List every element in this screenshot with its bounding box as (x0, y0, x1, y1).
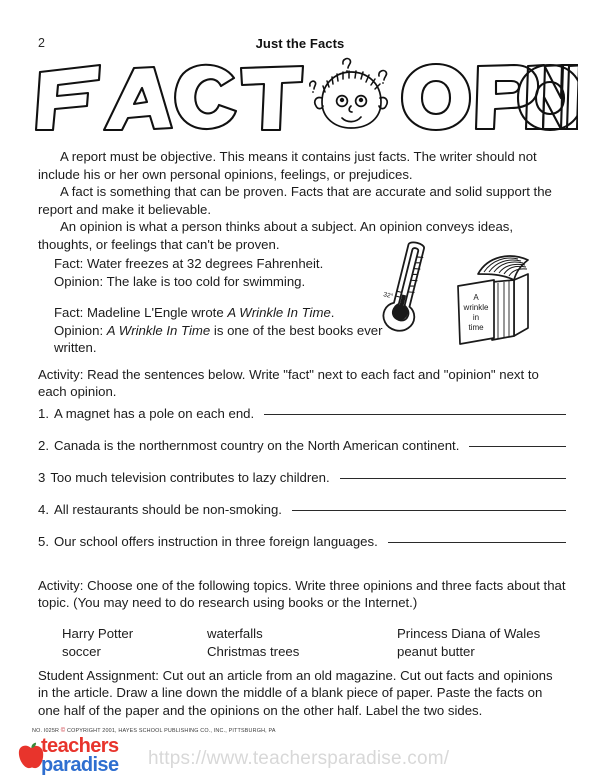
activity-2-instruction: Activity: Choose one of the following topics. Write three opinions and three facts about that topic. (You may need to do research using books or the Internet.) (38, 578, 566, 611)
example-2-fact (54, 304, 384, 322)
question-3-answer-blank[interactable] (340, 477, 566, 479)
question-row-3 (38, 470, 566, 502)
example-1-opinion (54, 273, 384, 291)
topic-row-2 (62, 643, 542, 661)
question-row-4 (38, 502, 566, 534)
topic-soccer[interactable]: soccer (62, 644, 101, 659)
example-2-opinion (54, 322, 384, 357)
question-5-answer-blank[interactable] (388, 541, 566, 543)
topic-waterfalls[interactable]: waterfalls (207, 626, 263, 641)
copyright-prefix: NO. I025R (32, 728, 61, 734)
thermometer-marking-label: 32° (382, 291, 394, 301)
question-5-number: 5. (38, 534, 49, 549)
question-row-5 (38, 534, 566, 566)
topic-peanut-butter[interactable]: peanut butter (397, 644, 475, 659)
topic-christmas-trees[interactable]: Christmas trees (207, 644, 300, 659)
question-1-number: 1. (38, 406, 49, 421)
example-2-fact-prefix: Madeline L'Engle wrote (86, 305, 228, 321)
intro-paragraph-3: An opinion is what a person thinks about a subject. An opinion conveys ideas, thoughts, or feelings that can't be proven. (38, 219, 514, 252)
example-2-fact-suffix: . (330, 305, 335, 321)
example-2-opinion-label: Opinion: (54, 322, 104, 338)
thermometer-icon (372, 240, 446, 336)
example-1-opinion-text: The lake is too cold for swimming. (106, 273, 306, 289)
intro-paragraph-2: A fact is something that can be proven. Facts that are accurate and solid support the report and make it believable. (38, 184, 552, 217)
question-1-text: A magnet has a pole on each end. (54, 406, 255, 421)
example-2-opinion-suffix: is one of the best books ever written. (54, 322, 383, 356)
example-group-1 (54, 255, 384, 290)
question-row-2 (38, 438, 566, 470)
example-1-fact-text: Water freezes at 32 degrees Fahrenheit. (86, 256, 324, 271)
question-5-text: Our school offers instruction in three foreign languages. (54, 534, 378, 549)
open-book-icon (448, 252, 532, 348)
page-header (38, 36, 562, 54)
example-1-fact (54, 255, 384, 273)
topic-princess-diana[interactable]: Princess Diana of Wales (397, 626, 541, 641)
question-2-text: Canada is the northernmost country on the North American continent. (54, 438, 460, 453)
book-cover-line-1: A (473, 293, 479, 302)
copyright-symbol-icon: © (60, 728, 66, 734)
example-2-opinion-title: A Wrinkle In Time (106, 322, 211, 338)
examples-block (54, 255, 384, 357)
brand-name-paradise: paradise (41, 754, 119, 776)
question-4-text: All restaurants should be non-smoking. (54, 502, 282, 517)
book-cover-line-4: time (468, 323, 484, 332)
question-3-text: Too much television contributes to lazy children. (50, 470, 330, 485)
watermark-url: https://www.teachersparadise.com/ (148, 748, 450, 769)
example-1-opinion-label: Opinion: (54, 273, 104, 289)
book-cover-line-2: wrinkle (463, 303, 489, 312)
page-number: 2 (38, 36, 46, 50)
copyright-suffix: COPYRIGHT 2001, HAYES SCHOOL PUBLISHING CO., INC., PITTSBURGH, PA (65, 728, 276, 734)
copyright-line (32, 728, 276, 734)
intro-paragraphs (38, 148, 562, 254)
example-2-fact-title: A Wrinkle In Time (227, 305, 331, 321)
activity-1-question-list (38, 406, 566, 566)
activity-1-instruction: Activity: Read the sentences below. Write "fact" next to each fact and "opinion" next to each opinion. (38, 367, 539, 400)
question-4-answer-blank[interactable] (292, 509, 566, 511)
example-2-fact-label: Fact: (54, 305, 84, 321)
fact-opinion-title-art (22, 56, 578, 132)
question-2-number: 2. (38, 438, 49, 453)
topic-options-list (62, 625, 542, 661)
question-3-number: 3 (38, 470, 46, 485)
page-title: Just the Facts (255, 36, 345, 51)
question-2-answer-blank[interactable] (469, 445, 566, 447)
student-assignment-text: Student Assignment: Cut out an article from an old magazine. Cut out facts and opinions in the article. Draw a line down the middle of a blank piece of paper. Paste the facts on one half of the paper and the opinions on the other half. Label the two sides. (38, 668, 553, 718)
brand-name-teachers: teachers (41, 735, 119, 757)
topic-harry-potter[interactable]: Harry Potter (62, 626, 134, 641)
topic-row-1 (62, 625, 542, 643)
intro-paragraph-1: A report must be objective. This means it contains just facts. The writer should not include his or her own personal opinions, feelings, or prejudices. (38, 149, 537, 182)
question-1-answer-blank[interactable] (264, 413, 566, 415)
book-cover-line-3: in (472, 313, 480, 322)
question-4-number: 4. (38, 502, 49, 517)
question-row-1 (38, 406, 566, 438)
example-1-fact-label: Fact: (54, 256, 84, 271)
example-group-2 (54, 304, 384, 357)
